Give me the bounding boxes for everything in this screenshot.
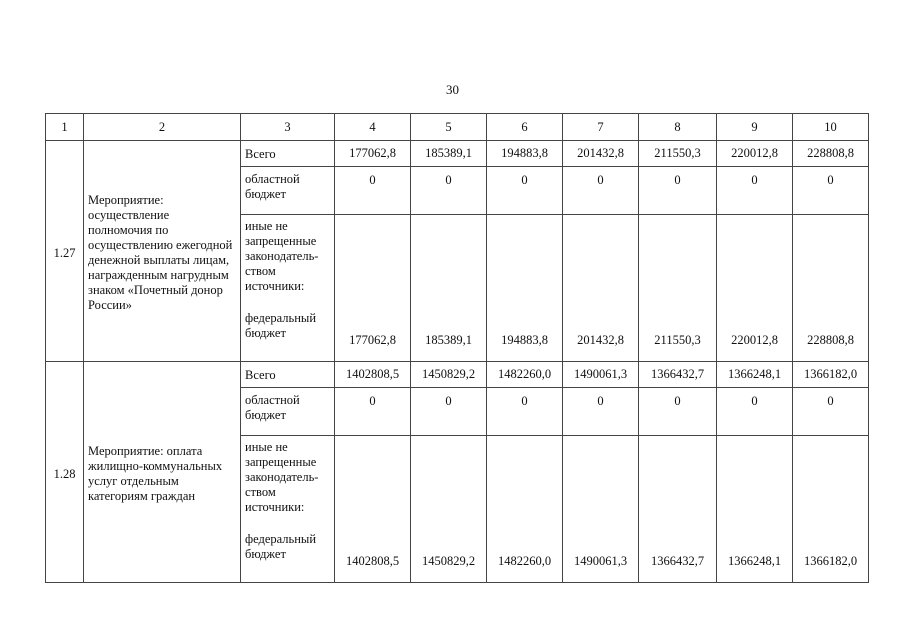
value-cell: 1402808,5 <box>335 362 411 388</box>
value-cell: 177062,8 <box>335 141 411 167</box>
table-header-row <box>46 114 869 141</box>
header-cell: 8 <box>639 114 717 141</box>
header-cell: 5 <box>411 114 487 141</box>
spacer <box>245 515 330 532</box>
value-cell: 1366182,0 <box>793 362 869 388</box>
measure-description: Мероприятие: оплата жилищно-коммунальных услуг отдельным категориям граждан <box>84 362 241 583</box>
source-other: иные не запрещенные законодатель-ством источники: <box>245 219 319 293</box>
spacer <box>245 294 330 311</box>
value-cell: 211550,3 <box>639 215 717 362</box>
value-cell: 0 <box>717 167 793 215</box>
value-cell: 0 <box>487 388 563 436</box>
header-cell: 4 <box>335 114 411 141</box>
value-cell: 177062,8 <box>335 215 411 362</box>
value-cell: 220012,8 <box>717 141 793 167</box>
value-cell: 228808,8 <box>793 141 869 167</box>
source-regional: областной бюджет <box>241 167 335 215</box>
page-number: 30 <box>446 82 459 97</box>
source-other-federal <box>241 215 335 362</box>
value-cell: 1482260,0 <box>487 362 563 388</box>
value-cell: 0 <box>793 167 869 215</box>
header-cell: 2 <box>84 114 241 141</box>
value-cell: 1366432,7 <box>639 362 717 388</box>
value-cell: 0 <box>793 388 869 436</box>
measure-description: Мероприятие: осуществление полномочия по осуществлению ежегодной денежной выплаты лицам, награжденным нагрудным знаком «Почетный донор России» <box>84 141 241 362</box>
value-cell: 0 <box>335 388 411 436</box>
value-cell: 211550,3 <box>639 141 717 167</box>
value-cell: 220012,8 <box>717 215 793 362</box>
source-other: иные не запрещенные законодатель-ством источники: <box>245 440 319 514</box>
value-cell: 1450829,2 <box>411 436 487 583</box>
source-total: Всего <box>241 362 335 388</box>
source-total: Всего <box>241 141 335 167</box>
value-cell: 1366182,0 <box>793 436 869 583</box>
source-federal: федеральный бюджет <box>245 532 317 561</box>
value-cell: 0 <box>411 388 487 436</box>
value-cell: 1482260,0 <box>487 436 563 583</box>
source-other-federal <box>241 436 335 583</box>
value-cell: 0 <box>639 388 717 436</box>
value-cell: 1366248,1 <box>717 362 793 388</box>
value-cell: 1490061,3 <box>563 436 639 583</box>
value-cell: 1366248,1 <box>717 436 793 583</box>
value-cell: 0 <box>563 167 639 215</box>
source-regional: областной бюджет <box>241 388 335 436</box>
value-cell: 0 <box>487 167 563 215</box>
budget-table <box>45 113 869 583</box>
value-cell: 1450829,2 <box>411 362 487 388</box>
value-cell: 0 <box>335 167 411 215</box>
value-cell: 185389,1 <box>411 215 487 362</box>
header-cell: 3 <box>241 114 335 141</box>
header-cell: 6 <box>487 114 563 141</box>
value-cell: 0 <box>717 388 793 436</box>
value-cell: 185389,1 <box>411 141 487 167</box>
value-cell: 201432,8 <box>563 141 639 167</box>
row-number: 1.28 <box>46 362 84 583</box>
value-cell: 0 <box>411 167 487 215</box>
value-cell: 1366432,7 <box>639 436 717 583</box>
value-cell: 201432,8 <box>563 215 639 362</box>
header-cell: 9 <box>717 114 793 141</box>
value-cell: 1490061,3 <box>563 362 639 388</box>
value-cell: 1402808,5 <box>335 436 411 583</box>
value-cell: 194883,8 <box>487 215 563 362</box>
header-cell: 7 <box>563 114 639 141</box>
value-cell: 0 <box>563 388 639 436</box>
header-cell: 1 <box>46 114 84 141</box>
value-cell: 228808,8 <box>793 215 869 362</box>
table-row <box>46 141 869 167</box>
header-cell: 10 <box>793 114 869 141</box>
row-number: 1.27 <box>46 141 84 362</box>
source-federal: федеральный бюджет <box>245 311 317 340</box>
value-cell: 194883,8 <box>487 141 563 167</box>
value-cell: 0 <box>639 167 717 215</box>
table-row <box>46 362 869 388</box>
